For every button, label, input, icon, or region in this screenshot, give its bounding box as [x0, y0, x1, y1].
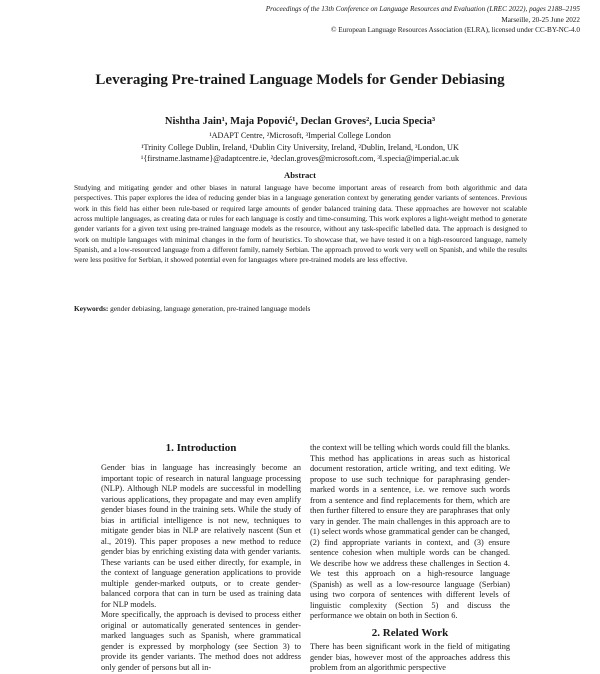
header-line-1: Proceedings of the 13th Conference on Language Resources and Evaluation (LREC 2022), pages 2188–2195 [265, 5, 580, 13]
proceedings-header [266, 4, 580, 36]
intro-paragraph-2: More specifically, the approach is devised to process either original or automatically generated sentences in gender-marked languages such as Spanish, where grammatical gender is expressed by morphology (see Section 3) to provide its gender variants. The method does not address only gender of persons but all in- [101, 610, 301, 672]
abstract-heading: Abstract [284, 170, 316, 180]
section-heading-related-work: 2. Related Work [371, 626, 449, 639]
keywords-label: Keywords: [74, 304, 109, 313]
related-work-paragraph-1: There has been significant work in the field of mitigating gender bias, however most of the approaches address this problem from an algorithmic perspective [310, 642, 510, 672]
header-line-3: © European Language Resources Association (ELRA), licensed under CC-BY-NC-4.0 [331, 26, 580, 34]
intro-paragraph-1: Gender bias in language has increasingly become an important topic of research in natural language processing (NLP). Although NLP models are successful in modelling various applications, they propagate and may even amplify gender biases found in the training sets. While the study of bias in artificial intelligence is not new, techniques to mitigate gender bias in NLP are relatively nascent (Sun et al., 2019). This paper proposes a new method to reduce gender bias by enriching existing data with gender variants. These variants can be used either directly, for example, in the context of language generation applications to provide multiple gender-marked outputs, or to create gender-balanced corpora that can in turn be used as training data for NLP models. [101, 463, 301, 609]
intro-paragraph-3: the context will be telling which words could fill the blanks. This method has applications in areas such as historical document restoration, article writing, and text editing. We propose to use such technique for paraphrasing gender-marked words in a sentence, i.e. we remove such words from a sentence and find replacements for them, which are then further filtered to ensure they are paraphrases that only vary in gender. The main challenges in this approach are to (1) select words whose grammatical gender can be changed, (2) find appropriate variants in context, and (3) ensure sentence cohesion when multiple words can be changed. We describe how we address these challenges in Section 4. We test this approach on a high-resource language (Spanish) as well as a low-resource language (Serbian) using two corpora of sentences with different levels of linguistic complexity (Section 5) and discuss the performance we obtain on both in Section 6. [310, 443, 510, 620]
paper-title: Leveraging Pre-trained Language Models for Gender Debiasing [95, 72, 505, 88]
right-column [310, 443, 510, 674]
abstract-text: Studying and mitigating gender and other biases in natural language have become important areas of research from both algorithmic and data perspectives. This paper explores the idea of reducing gender bias in a language generation context by generating gender variants of sentences. Previous work in this field has either been rule-based or required large amounts of gender balanced training data. These approaches are however not scalable across multiple languages, as creating data or rules for each language is costly and time-consuming. This work explores a light-weight method to generate gender variants for a given text using pre-trained language models as the resource, without any task-specific labelled data. The approach is designed to work on multiple languages with minimal changes in the form of heuristics. To showcase that, we have tested it on a high-resourced language, namely Spanish, and a low-resourced language from a different family, namely Serbian. The approach proved to work very well on Spanish, and while the results were less positive for Serbian, it showed potential even for languages where pre-trained models are less effective. [74, 183, 527, 265]
section-heading-introduction: 1. Introduction [165, 442, 237, 454]
affiliation-emails: ¹{firstname.lastname}@adaptcentre.ie, ²declan.groves@microsoft.com, ³l.specia@imperial.ac.uk [140, 154, 460, 163]
affiliation-line-2: ¹Trinity College Dublin, Ireland, ¹Dublin City University, Ireland, ²Dublin, Ireland, ³London, UK [141, 143, 459, 152]
header-line-2: Marseille, 20-25 June 2022 [501, 15, 580, 24]
affiliation-line-1: ¹ADAPT Centre, ²Microsoft, ³Imperial College London [209, 131, 391, 140]
author-list: Nishtha Jain¹, Maja Popović¹, Declan Groves², Lucia Specia³ [164, 116, 436, 127]
keywords-text: gender debiasing, language generation, pre-trained language models [108, 304, 311, 313]
left-column [101, 463, 301, 673]
keywords-line [74, 304, 527, 313]
